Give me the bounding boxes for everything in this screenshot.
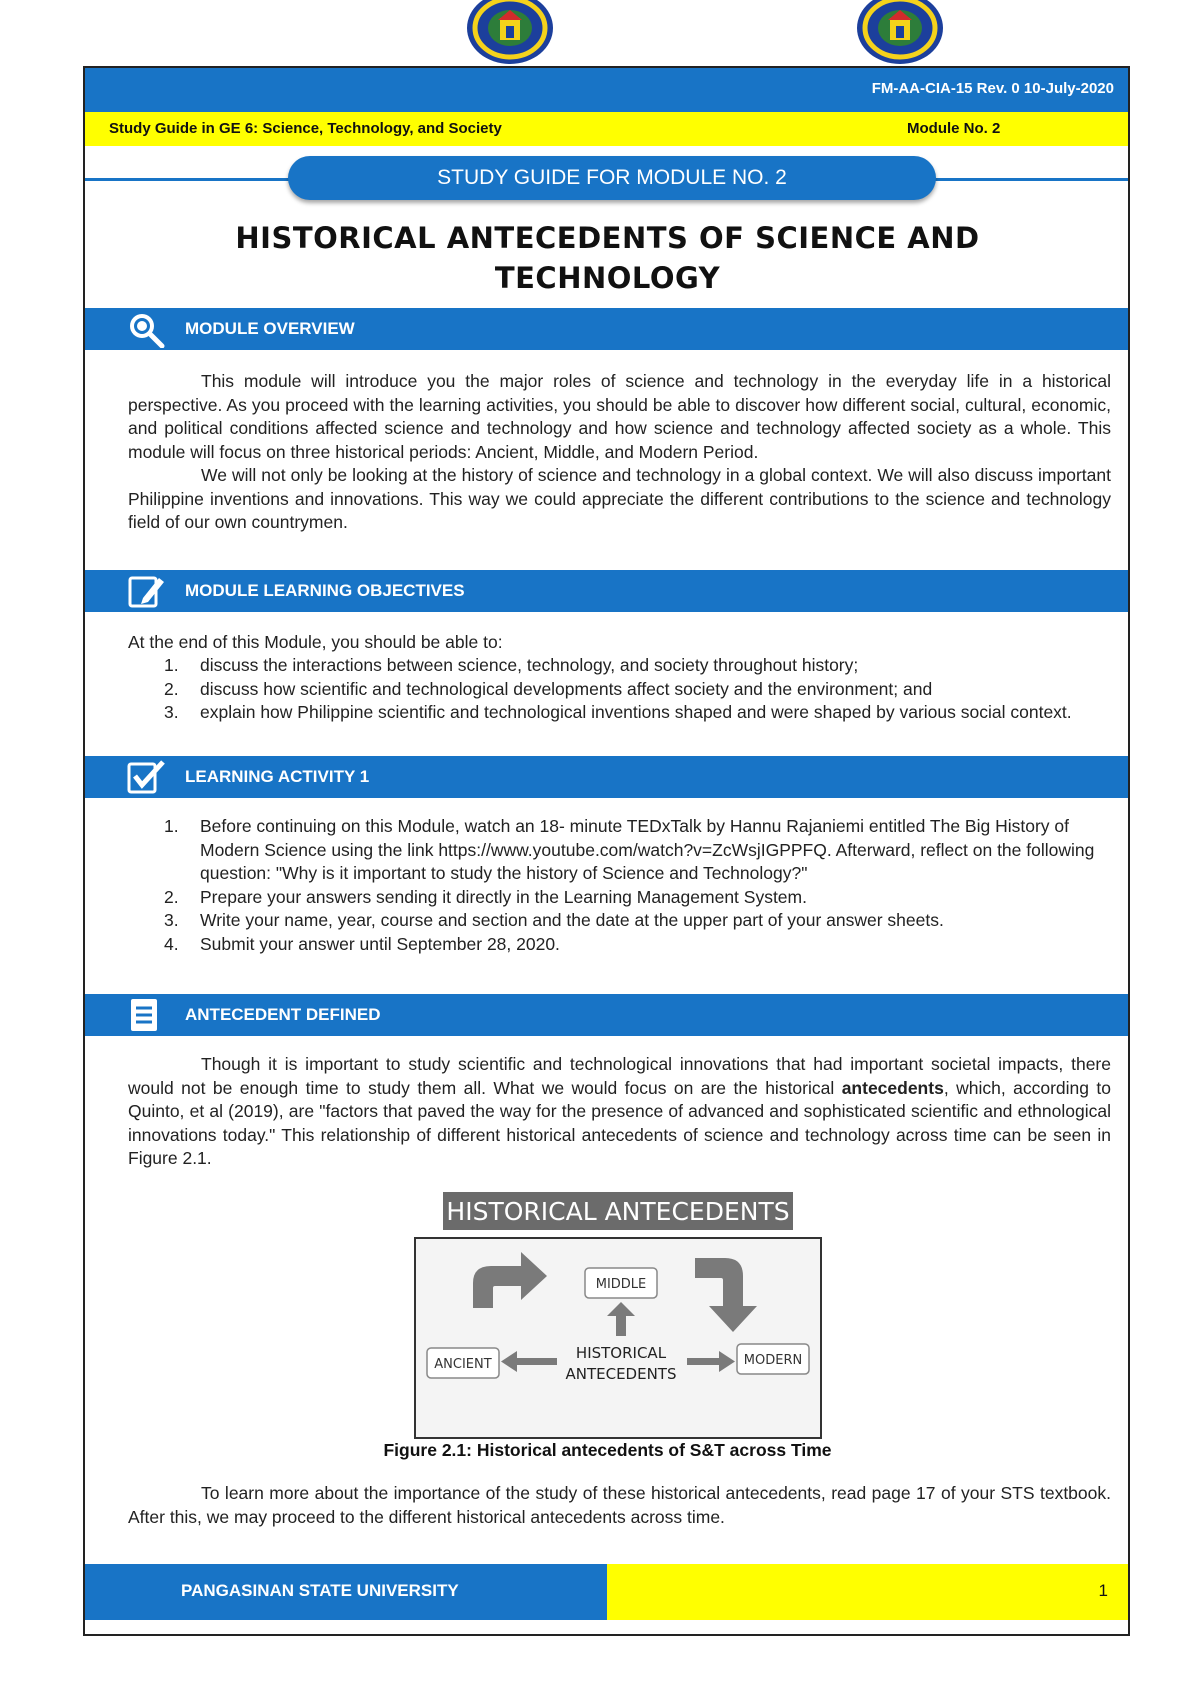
page-title-line-1: HISTORICAL ANTECEDENTS OF SCIENCE AND bbox=[235, 221, 980, 255]
list-item: 2. Prepare your answers sending it directly in the Learning Management System. bbox=[164, 886, 807, 907]
antecedent-text-1: Though it is important to study scientific and technological innovations that had important societal impacts, there would not be enough time to study them all. What we would focus on are the historical antecedents, which, according to Quinto, et al (2019), are "factors that paved the way for the presence of advanced and sophisticated scientific and ethnological innovations today." This relationship of different historical antecedents of science and technology across time can be seen in Figure 2.1. bbox=[128, 1054, 1112, 1168]
footer-page-bar bbox=[607, 1564, 1128, 1620]
university-seal-right bbox=[850, 0, 950, 66]
form-code: FM-AA-CIA-15 Rev. 0 10-July-2020 bbox=[871, 80, 1114, 97]
historical-antecedents-diagram bbox=[413, 1188, 823, 1440]
section-header-antecedent bbox=[85, 994, 1128, 1036]
page-title-line-2: TECHNOLOGY bbox=[494, 261, 721, 295]
term-antecedents: antecedents bbox=[841, 1077, 944, 1098]
objectives-intro: At the end of this Module, you should be able to: bbox=[128, 632, 503, 652]
list-item: 1. discuss the interactions between science, technology, and society throughout history; bbox=[164, 655, 859, 675]
overview-text bbox=[128, 370, 1111, 535]
checkbox-icon bbox=[125, 758, 165, 796]
footer-university: PANGASINAN STATE UNIVERSITY bbox=[181, 1581, 459, 1600]
section-heading-antecedent: ANTECEDENT DEFINED bbox=[185, 1005, 381, 1024]
section-heading-objectives: MODULE LEARNING OBJECTIVES bbox=[185, 581, 465, 600]
page-title bbox=[120, 218, 1095, 298]
overview-paragraph-2: We will not only be looking at the history of science and technology in a global context. We will also discuss important Philippine inventions and innovations. This way we could appreciate the different contributions to the science and technology field of our own countrymen. bbox=[128, 465, 1111, 532]
list-item: 1. Before continuing on this Module, watch an 18- minute TEDxTalk by Hannu Rajaniemi entitled The Big History of Modern Science using the link https://www.youtube.com/watch?v=ZcWsjIGPPFQ. Afterward, reflect on the following question: "Why is it important to study the history of Science and Technology?" bbox=[164, 816, 1095, 883]
label-middle: MIDDLE bbox=[595, 1277, 647, 1292]
list-item: 3. Write your name, year, course and section and the date at the upper part of your answer sheets. bbox=[164, 910, 944, 930]
overview-paragraph-1: This module will introduce you the major roles of science and technology in the everyday life in a historical perspective. As you proceed with the learning activities, you should be able to discover how different social, cultural, economic, and political conditions affected science and technology and how science and technology affected society as a whole. This module will focus on three historical periods: Ancient, Middle, and Modern Period. bbox=[128, 371, 1111, 462]
page-number: 1 bbox=[1098, 1581, 1108, 1600]
university-seal-left bbox=[460, 0, 560, 66]
label-modern: MODERN bbox=[743, 1353, 803, 1368]
figure-banner: HISTORICAL ANTECEDENTS bbox=[446, 1197, 790, 1226]
activity-list bbox=[128, 815, 1111, 956]
module-banner: STUDY GUIDE FOR MODULE NO. 2 bbox=[288, 156, 936, 200]
study-guide-label: Study Guide in GE 6: Science, Technology, and Society bbox=[109, 120, 502, 137]
section-header-overview bbox=[85, 308, 1128, 350]
footer-university-bar bbox=[85, 1564, 607, 1620]
figure-caption: Figure 2.1: Historical antecedents of S&T across Time bbox=[383, 1440, 832, 1460]
document-icon bbox=[125, 996, 165, 1034]
form-code-bar bbox=[85, 68, 1128, 112]
label-ancient: ANCIENT bbox=[434, 1357, 492, 1372]
section-heading-activity: LEARNING ACTIVITY 1 bbox=[185, 767, 370, 786]
study-guide-bar bbox=[85, 112, 1128, 146]
label-center-line-1: HISTORICAL bbox=[575, 1344, 667, 1362]
list-item: 4. Submit your answer until September 28, 2020. bbox=[164, 933, 560, 954]
label-center-line-2: ANTECEDENTS bbox=[565, 1365, 677, 1383]
antecedent-text-2: To learn more about the importance of the study of these historical antecedents, read page 17 of your STS textbook. After this, we may proceed to the different historical antecedents across time. bbox=[128, 1483, 1111, 1527]
section-heading-overview: MODULE OVERVIEW bbox=[185, 319, 355, 338]
section-header-activity bbox=[85, 756, 1128, 798]
list-item: 3. explain how Philippine scientific and technological inventions shaped and were shaped by various social context. bbox=[164, 702, 1072, 722]
magnifier-icon bbox=[125, 310, 165, 348]
list-item: 2. discuss how scientific and technological developments affect society and the environment; and bbox=[164, 678, 933, 699]
section-header-objectives bbox=[85, 570, 1128, 612]
objectives-list bbox=[128, 654, 1111, 725]
module-number-label: Module No. 2 bbox=[907, 120, 1001, 137]
pencil-icon bbox=[125, 572, 165, 610]
